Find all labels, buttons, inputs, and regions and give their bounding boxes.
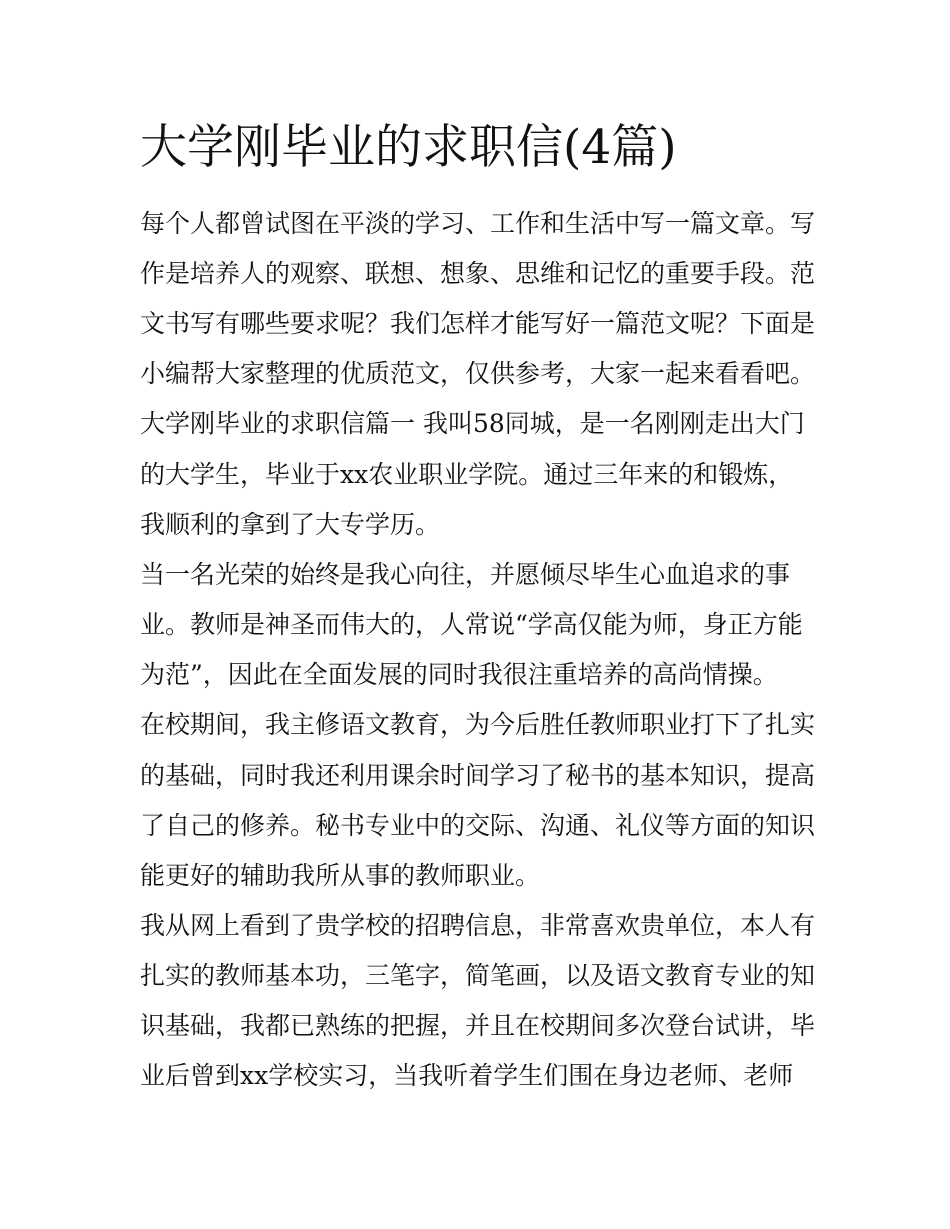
text-line: 在校期间，我主修语文教育，为今后胜任教师职业打下了扎实 bbox=[140, 710, 816, 739]
text-line: 识基础，我都已熟练的把握，并且在校期间多次登台试讲，毕 bbox=[140, 1011, 816, 1040]
text-line: 业后曾到xx学校实习，当我听着学生们围在身边老师、老师 bbox=[140, 1061, 794, 1090]
text-line: 业。教师是神圣而伟大的，人常说“学高仅能为师，身正方能 bbox=[140, 610, 803, 639]
text-line: 文书写有哪些要求呢？我们怎样才能写好一篇范文呢？下面是 bbox=[140, 309, 816, 338]
text-line: 扎实的教师基本功，三笔字，简笔画，以及语文教育专业的知 bbox=[140, 961, 816, 990]
text-line: 大学刚毕业的求职信篇一 我叫58同城，是一名刚刚走出大门 bbox=[140, 409, 805, 438]
text-line: 为范”，因此在全面发展的同时我很注重培养的高尚情操。 bbox=[140, 660, 778, 689]
text-line: 能更好的辅助我所从事的教师职业。 bbox=[140, 861, 541, 890]
text-line: 作是培养人的观察、联想、想象、思维和记忆的重要手段。范 bbox=[140, 259, 816, 288]
document-title: 大学刚毕业的求职信(4篇) bbox=[140, 120, 677, 175]
text-line: 小编帮大家整理的优质范文，仅供参考，大家一起来看看吧。 bbox=[140, 359, 816, 388]
text-line: 每个人都曾试图在平淡的学习、工作和生活中写一篇文章。写 bbox=[140, 209, 816, 238]
text-line: 我从网上看到了贵学校的招聘信息，非常喜欢贵单位，本人有 bbox=[140, 911, 816, 940]
text-line: 当一名光荣的始终是我心向往，并愿倾尽毕生心血追求的事 bbox=[140, 560, 791, 589]
text-line: 的基础，同时我还利用课余时间学习了秘书的基本知识，提高 bbox=[140, 761, 816, 790]
text-line: 的大学生，毕业于xx农业职业学院。通过三年来的和锻炼， bbox=[140, 460, 794, 489]
text-line: 我顺利的拿到了大专学历。 bbox=[140, 510, 441, 539]
text-line: 了自己的修养。秘书专业中的交际、沟通、礼仪等方面的知识 bbox=[140, 811, 816, 840]
